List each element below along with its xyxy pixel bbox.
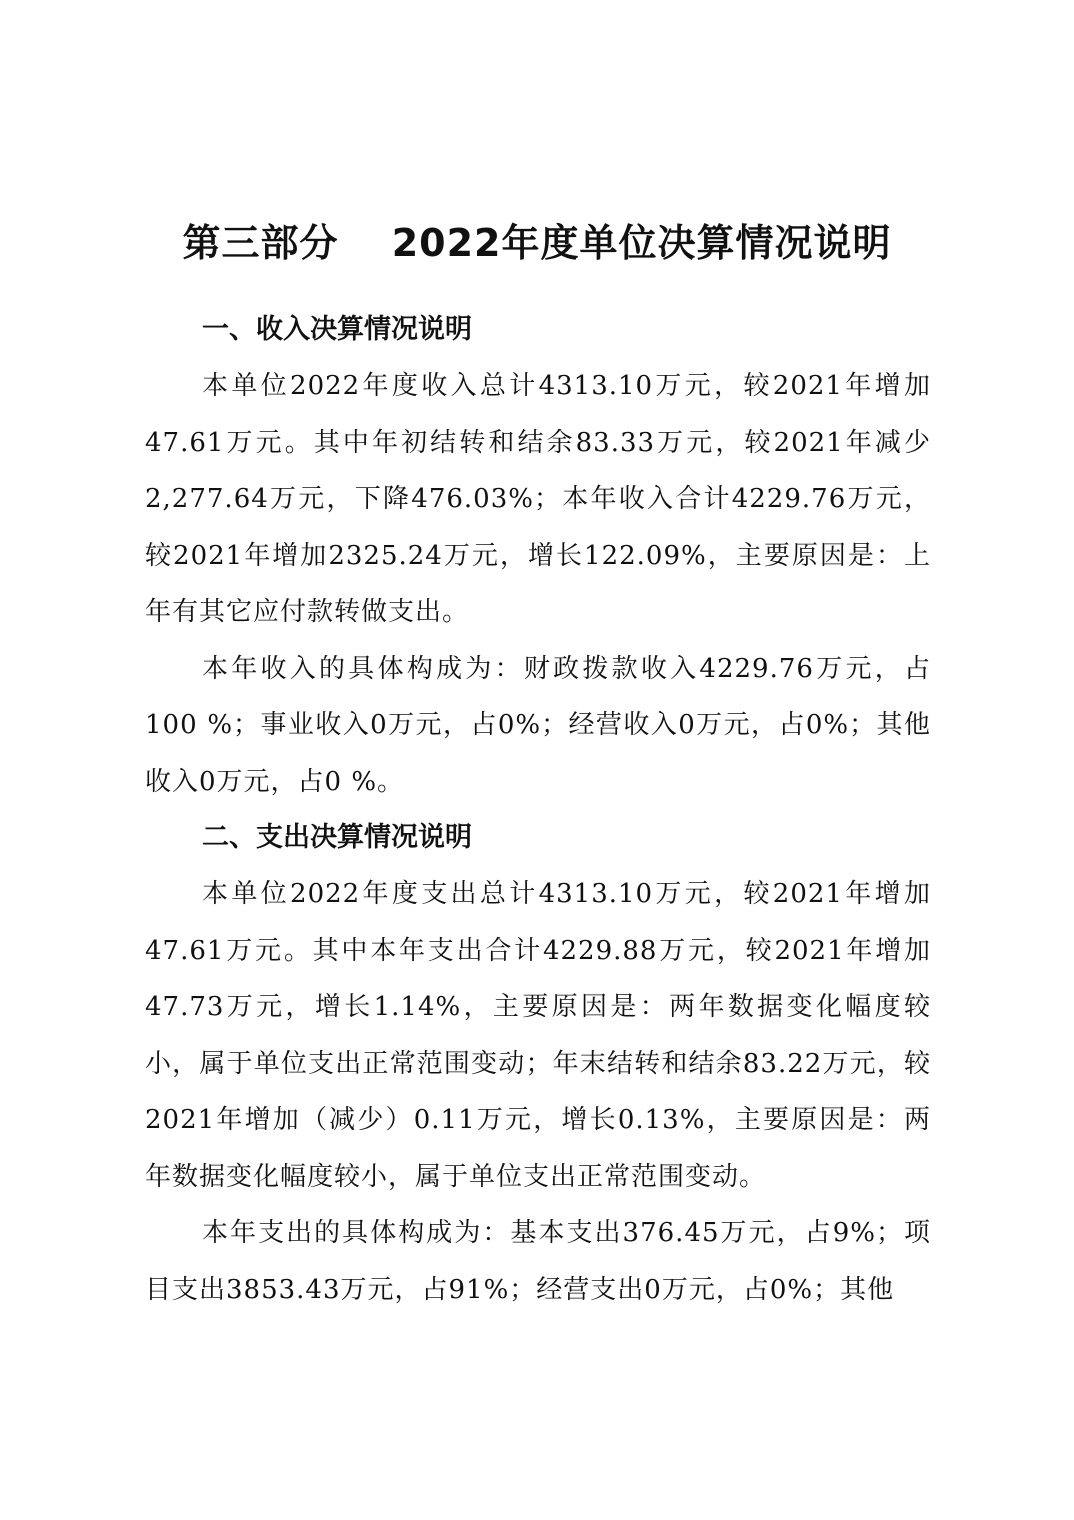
income-summary-paragraph: 本单位2022年度收入总计4313.10万元，较2021年增加47.61万元。其中年初结转和结余83.33万元，较2021年减少2,277.64万元，下降476.03%；本年收入合计4229.76万元，较2021年增加2325.24万元，增长122.09%，主要原因是：上年有其它应付款转做支出。 [145, 371, 931, 627]
income-composition-paragraph: 本年收入的具体构成为：财政拨款收入4229.76万元，占100 %；事业收入0万元，占0%；经营收入0万元，占0%；其他收入0万元，占0 %。 [145, 653, 931, 797]
document-body [145, 302, 931, 1318]
income-section-heading: 一、收入决算情况说明 [202, 314, 472, 345]
expenditure-summary-paragraph: 本单位2022年度支出总计4313.10万元，较2021年增加47.61万元。其中本年支出合计4229.88万元，较2021年增加47.73万元，增长1.14%，主要原因是：两年数据变化幅度较小，属于单位支出正常范围变动；年末结转和结余83.22万元，较2021年增加（减少）0.11万元，增长0.13%，主要原因是：两年数据变化幅度较小，属于单位支出正常范围变动。 [145, 879, 931, 1192]
expenditure-section [145, 810, 931, 1318]
expenditure-section-heading: 二、支出决算情况说明 [202, 822, 472, 853]
income-section [145, 302, 931, 810]
page-title: 第三部分 2022年度单位决算情况说明 [182, 221, 892, 266]
expenditure-composition-paragraph: 本年支出的具体构成为：基本支出376.45万元，占9%；项目支出3853.43万元，占91%；经营支出0万元，占0%；其他 [145, 1218, 931, 1305]
